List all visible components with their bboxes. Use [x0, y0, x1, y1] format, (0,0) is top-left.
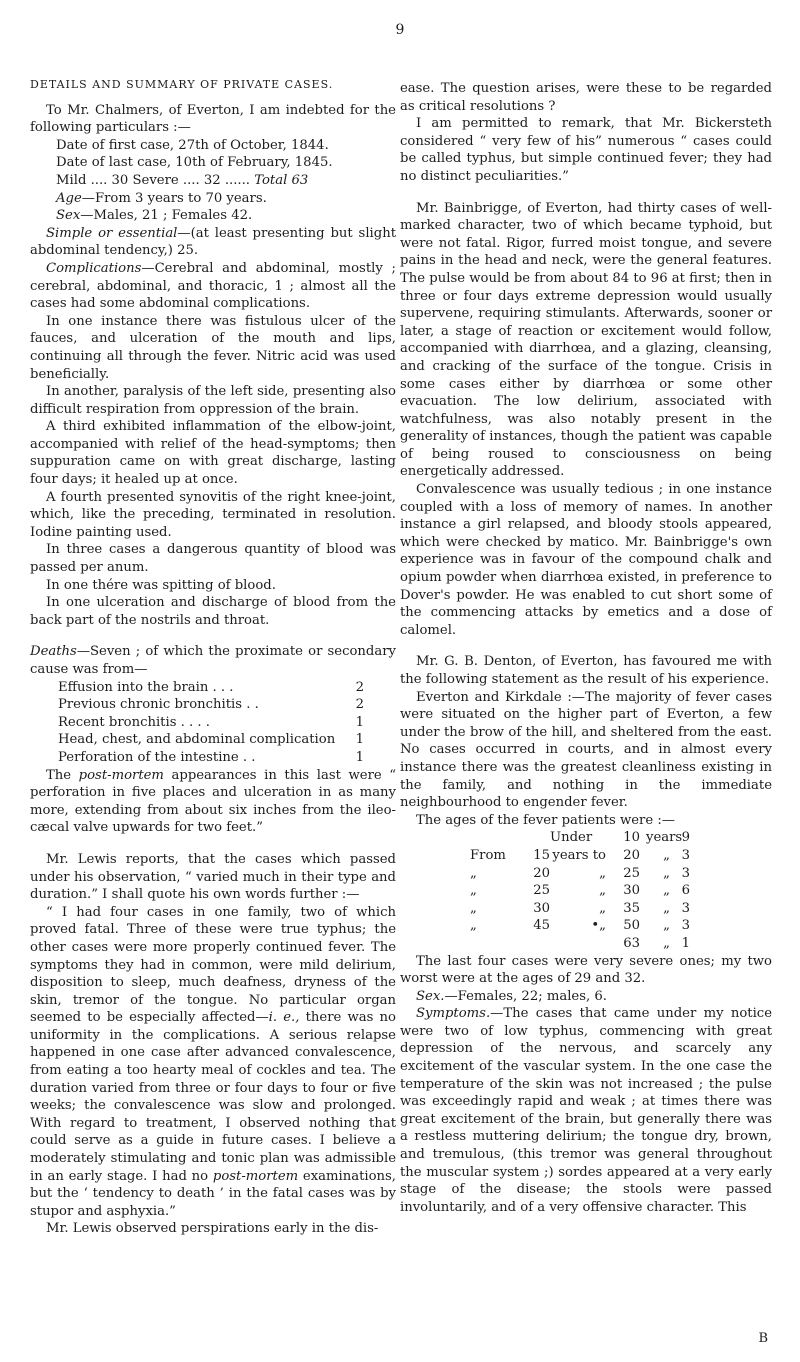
deaths-paragraph: [30, 643, 396, 678]
lewis-paragraph: Mr. Lewis observed perspirations early in the dis-: [46, 1221, 379, 1237]
paragraph: Everton and Kirkdale :—The majority of fever cases were situated on the higher part of Everton, a few under the brow of the hill, and sheltered from the east. No cases occurred in courts, and in almost every instance there was the greatest cleanliness existing in the family, and nothing in the immediate neighbourhood to engender fever.: [400, 689, 772, 811]
mild-count: Mild .... 30: [56, 172, 129, 188]
table-row: „ 30 „ 35 „ 3: [470, 900, 690, 916]
sex-line: [30, 207, 396, 225]
ages-table: [470, 829, 690, 952]
paragraph: In another, paralysis of the left side, presenting also difficult respiration from oppression of the brain.: [30, 384, 396, 417]
paragraph: Convalescence was usually tedious ; in one instance coupled with a loss of memory of names. In another instance a girl relapsed, and bloody stools appeared, which were checked by matico. Mr. Bainbrigge's own experience was in favour of the compound chalk and opium powder when diarrhœa existed, in preference to Dover's powder. He was enabled to cut short some of the commencing attacks by emetics and a dose of calomel.: [400, 482, 772, 638]
lewis-paragraph: Mr. Lewis reports, that the cases which passed under his observation, “ varied much in their type and duration.” I shall quote his own words further :—: [30, 851, 396, 903]
paragraph: The ages of the fever patients were :—: [416, 812, 675, 828]
lewis-quote: “ I had four cases in one family, two of which proved fatal. Three of these were true typhus; the other cases were more properly continued fever. The symptoms they had in common, were mild delirium, disposition to sleep, much deafness, dryness of the skin, tremor of the tongue. No particular organ seemed to be especially affected—i. e., there was no uniformity in the complications. A serious relapse happened in one case after advanced convalescence, from eating a too hearty meal of cockles and tea. The duration varied from three or four days to four or five weeks; the convalescence was slow and prolonged. With regard to treatment, I observed nothing that could serve as a guide in future cases. I believe a moderately stimulating and tonic plan was admissible in an early stage. I had no post-mortem examinations, but the ‘ tendency to death ’ in the fatal cases was by stupor and asphyxia.”: [30, 904, 396, 1219]
bainbrigge-paragraph: Mr. Bainbrigge, of Everton, had thirty cases of well-marked character, two of which became typhoid, but were not fatal. Rigor, furred moist tongue, and severe pains in the head and neck, were the general features. The pulse would be from about 84 to 96 at first; then in three or four days extreme depression would usually supervene, requiring stimulants. Afterwards, sooner or later, a stage of reaction or excitement would follow, accompanied with diarrhœa, and a glazing, cleansing, and cracking of the surface of the tongue. Crisis in some cases either by diarrhœa or some other evacuation. The low delirium, associated with watchfulness, was also notably present in the generality of instances, though the patient was capable of being roused to consciousness on being energetically addressed.: [400, 200, 772, 480]
total-count: Total 63: [254, 172, 309, 188]
sex-paragraph: [400, 988, 772, 1006]
paragraph: ease. The question arises, were these to be regarded as critical resolutions ?: [400, 81, 772, 114]
first-case-date: Date of first case, 27th of October, 1844.: [56, 137, 329, 153]
section-heading: DETAILS AND SUMMARY OF PRIVATE CASES.: [30, 78, 334, 91]
complications-paragraph: [30, 260, 396, 313]
age-text: —From 3 years to 70 years.: [81, 190, 267, 206]
list-item: Previous chronic bronchitis . . 2: [58, 697, 364, 713]
list-item: Recent bronchitis . . . . 1: [58, 714, 364, 730]
denton-paragraph: Mr. G. B. Denton, of Everton, has favoured me with the following statement as the result of his experience.: [400, 654, 772, 687]
paragraph: The last four cases were very severe ones; my two worst were at the ages of 29 and 32.: [400, 953, 772, 987]
symptoms-text: —The cases that came under my notice were two of low typhus, commencing with great depression of the nervous, and scarcely any excitement of the vascular system. In the one case the temperature of the skin was not increased ; the pulse was exceedingly rapid and weak ; at times there was great excitement of the brain, but generally there was a restless muttering delirium; the tongue dry, brown, and tremulous, (this tremor was general throughout the muscular system ;) sordes appeared at a very early stage of the disease; the stools were passed involuntarily, and of a very offensive character. This: [400, 1006, 772, 1215]
sex-text: —Males, 21 ; Females 42.: [80, 208, 253, 224]
complications-text: —Cerebral and abdominal, mostly ; cerebral, abdominal, and thoracic, 1 ; almost all the cases had some abdominal complications.: [30, 260, 396, 312]
simple-paragraph: [30, 225, 396, 260]
age-label: Age: [56, 190, 82, 206]
list-item: Perforation of the intestine . . 1: [58, 749, 364, 765]
age-line: [30, 190, 396, 208]
table-row: „ 25 „ 30 „ 6: [470, 883, 690, 899]
paragraph: I am permitted to remark, that Mr. Bickersteth considered “ very few of his” numerous “ cases could be called typhus, but simple continued fever; they had no distinct peculiarities.”: [400, 116, 772, 184]
paragraph: In one ulceration and discharge of blood from the back part of the nostrils and throat.: [30, 595, 396, 628]
list-item: Effusion into the brain . . . 2: [58, 679, 364, 695]
intro-paragraph: To Mr. Chalmers, of Everton, I am indebted for the following particulars :—: [30, 102, 396, 136]
sex-text: —Females, 22; males, 6.: [444, 988, 607, 1004]
table-row: 63 „ 1: [623, 935, 690, 951]
list-item: Head, chest, and abdominal complication 1: [58, 732, 364, 748]
sex-label: Sex.: [416, 988, 445, 1004]
post-mortem-paragraph: The post-mortem appearances in this last were “ perforation in five places and ulceration in as many more, extending from about six inches from the ileo-cæcal valve upwards for two feet.”: [30, 767, 396, 836]
deaths-label: Deaths: [30, 644, 77, 660]
left-column: [30, 76, 396, 1238]
deaths-list: [30, 679, 396, 767]
complications-label: Complications: [46, 260, 142, 276]
table-row: „ 20 „ 25 „ 3: [470, 865, 690, 881]
sex-label: Sex: [56, 208, 81, 224]
page-number: 9: [395, 22, 405, 38]
symptoms-label: Symptoms.: [416, 1006, 491, 1022]
simple-label: Simple or essential: [46, 225, 178, 241]
table-row: Under 10 years 9: [550, 830, 690, 846]
last-case-date: Date of last case, 10th of February, 1845.: [56, 155, 333, 171]
severe-count: Severe .... 32 ......: [132, 172, 250, 188]
paragraph: A third exhibited inflammation of the elbow-joint, accompanied with relief of the head-symptoms; then suppuration came on with great discharge, lasting four days; it healed up at once.: [30, 419, 396, 488]
right-column: [400, 80, 772, 1216]
case-counts: [30, 172, 396, 190]
signature-mark: B: [758, 1331, 768, 1346]
paragraph: A fourth presented synovitis of the right knee-joint, which, like the preceding, terminated in resolution. Iodine painting used.: [30, 489, 396, 540]
paragraph: In three cases a dangerous quantity of blood was passed per anum.: [30, 542, 396, 576]
simple-text: —(at least presenting but slight abdominal tendency,) 25.: [30, 225, 396, 259]
deaths-text: —Seven ; of which the proximate or secondary cause was from—: [30, 644, 396, 677]
paragraph: In one thére was spitting of blood.: [46, 577, 276, 593]
table-row: From 15 years to 20 „ 3: [470, 847, 690, 863]
paragraph: In one instance there was fistulous ulcer of the fauces, and ulceration of the mouth and lips, continuing all through the fever. Nitric acid was used beneficially.: [30, 313, 396, 382]
symptoms-paragraph: [400, 1005, 772, 1216]
table-row: „ 45 •„ 50 „ 3: [470, 918, 690, 934]
